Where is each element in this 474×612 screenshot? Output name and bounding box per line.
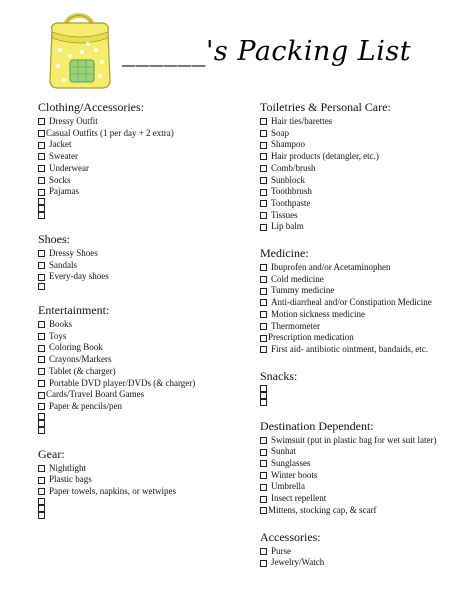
checkbox[interactable]: [38, 153, 45, 160]
checkbox[interactable]: [38, 189, 45, 196]
list-item: [38, 163, 248, 175]
item-label: Sandals: [49, 259, 77, 270]
section-title-snacks: Snacks:: [260, 368, 298, 383]
item-label: Swimsuit (put in plastic bag for wet suit later): [271, 434, 437, 445]
checkbox[interactable]: [260, 189, 267, 196]
list-item: [38, 198, 248, 205]
list-item: [38, 342, 248, 354]
checkbox[interactable]: [260, 460, 267, 467]
checkbox[interactable]: [38, 198, 45, 205]
list-item: [38, 212, 248, 219]
checkbox[interactable]: [260, 496, 267, 503]
section-title-shoes: Shoes:: [38, 231, 71, 246]
list-item: [38, 389, 248, 401]
list-item: [38, 205, 248, 212]
checkbox[interactable]: [38, 392, 45, 399]
list-item: [260, 128, 470, 140]
checkbox[interactable]: [38, 488, 45, 495]
right-column: [260, 100, 470, 569]
checkbox[interactable]: [260, 288, 267, 295]
checkbox[interactable]: [38, 118, 45, 125]
section-title-entertainment: Entertainment:: [38, 303, 110, 318]
checkbox[interactable]: [260, 507, 267, 514]
list-item: [260, 210, 470, 222]
item-label: Sweater: [49, 151, 78, 162]
checkbox[interactable]: [38, 356, 45, 363]
item-label: Motion sickness medicine: [271, 308, 365, 319]
list-item: [260, 493, 470, 505]
list-item: [260, 186, 470, 198]
checkbox[interactable]: [260, 335, 267, 342]
checkbox[interactable]: [260, 153, 267, 160]
item-label: Anti-diarrheal and/or Constipation Medicine: [271, 297, 432, 308]
checkbox[interactable]: [38, 498, 45, 505]
item-label: Jewelry/Watch: [271, 557, 325, 568]
list-item: [38, 331, 248, 343]
list-item: [38, 366, 248, 378]
item-label: Purse: [271, 545, 291, 556]
checkbox[interactable]: [38, 380, 45, 387]
list-item: [38, 151, 248, 163]
item-label: Coloring Book: [49, 342, 103, 353]
list-item: [38, 378, 248, 390]
list-item: [260, 481, 470, 493]
item-label: Shampoo: [271, 139, 306, 150]
item-label: Insect repellent: [271, 493, 327, 504]
checkbox[interactable]: [260, 276, 267, 283]
checkbox[interactable]: [38, 413, 45, 420]
item-label: Prescription medication: [268, 332, 354, 343]
checkbox[interactable]: [38, 283, 45, 290]
list-item: [260, 163, 470, 175]
item-label: Sunhat: [271, 446, 297, 457]
checkbox[interactable]: [38, 142, 45, 149]
item-label: Hair products (detangler, etc.): [271, 151, 379, 162]
item-label: Portable DVD player/DVDs (& charger): [49, 377, 196, 388]
checkbox[interactable]: [260, 142, 267, 149]
checkbox[interactable]: [38, 205, 45, 212]
list-item: [260, 505, 470, 517]
list-item: [38, 498, 248, 505]
item-label: Toothbrush: [271, 186, 312, 197]
item-label: Tablet (& charger): [49, 365, 116, 376]
item-label: Thermometer: [271, 320, 320, 331]
list-item: [38, 512, 248, 519]
list-item: [260, 458, 470, 470]
item-label: Mittens, stocking cap, & scarf: [268, 504, 377, 515]
checkbox[interactable]: [260, 323, 267, 330]
list-item: [260, 262, 470, 274]
checkbox[interactable]: [260, 165, 267, 172]
list-item: [38, 116, 248, 128]
checkbox[interactable]: [260, 385, 267, 392]
checkbox[interactable]: [260, 472, 267, 479]
list-item: [38, 248, 248, 260]
checkbox[interactable]: [38, 368, 45, 375]
list-item: [38, 175, 248, 187]
item-label: Casual Outfits (1 per day + 2 extra): [46, 127, 174, 138]
checkbox[interactable]: [38, 345, 45, 352]
list-item: [38, 186, 248, 198]
list-item: [38, 486, 248, 498]
section-title-toiletries-personal-care: Toiletries & Personal Care:: [260, 100, 391, 114]
list-item: [260, 297, 470, 309]
list-item: [260, 309, 470, 321]
item-label: Tissues: [271, 209, 298, 220]
item-label: Toothpaste: [271, 197, 311, 208]
list-item: [260, 385, 470, 392]
section-title-medicine: Medicine:: [260, 246, 309, 261]
list-item: [260, 446, 470, 458]
list-item: [38, 283, 248, 290]
list-item: [260, 392, 470, 399]
checkbox[interactable]: [260, 224, 267, 231]
list-item: [260, 435, 470, 447]
item-label: Winter boots: [271, 469, 318, 480]
item-label: Paper & pencils/pen: [49, 400, 122, 411]
list-item: [260, 557, 470, 569]
list-item: [260, 321, 470, 333]
list-item: [260, 175, 470, 187]
section-title-accessories: Accessories:: [260, 529, 321, 544]
bag-pocket: [70, 60, 94, 82]
item-label: Dressy Outfit: [49, 116, 98, 126]
item-label: Toys: [49, 330, 67, 341]
checkbox[interactable]: [260, 437, 267, 444]
list-item: [260, 198, 470, 210]
item-label: Cards/Travel Board Games: [46, 389, 145, 400]
checkbox[interactable]: [260, 346, 267, 353]
checkbox[interactable]: [260, 449, 267, 456]
checkbox[interactable]: [260, 299, 267, 306]
checkbox[interactable]: [38, 212, 45, 219]
item-label: Crayons/Markers: [49, 354, 112, 365]
checkbox[interactable]: [38, 130, 45, 137]
page-title: ______'s Packing List: [122, 36, 412, 67]
checkbox[interactable]: [38, 403, 45, 410]
list-item: [260, 274, 470, 286]
item-label: Socks: [49, 174, 71, 185]
item-label: Sunglasses: [271, 458, 311, 469]
item-label: Pajamas: [49, 186, 79, 197]
item-label: Hair ties/barettes: [271, 116, 333, 126]
item-label: Umbrella: [271, 481, 305, 492]
item-label: Underwear: [49, 162, 89, 173]
checkbox[interactable]: [260, 484, 267, 491]
section-title-clothing-accessories: Clothing/Accessories:: [38, 100, 144, 114]
checkbox[interactable]: [38, 420, 45, 427]
section-title-gear: Gear:: [38, 446, 65, 461]
checkbox[interactable]: [260, 130, 267, 137]
checkbox[interactable]: [38, 505, 45, 512]
checkbox[interactable]: [38, 477, 45, 484]
item-label: Ibuprofen and/or Acetaminophen: [271, 262, 391, 273]
checkbox[interactable]: [38, 512, 45, 519]
checkbox[interactable]: [38, 321, 45, 328]
item-label: Jacket: [49, 139, 72, 150]
list-item: [38, 401, 248, 413]
list-item: [38, 271, 248, 283]
checkbox[interactable]: [260, 200, 267, 207]
list-item: [38, 354, 248, 366]
list-item: [38, 319, 248, 331]
list-item: [260, 332, 470, 344]
checkbox[interactable]: [260, 311, 267, 318]
list-item: [260, 116, 470, 128]
checkbox[interactable]: [260, 399, 267, 406]
item-label: Plastic bags: [49, 474, 92, 485]
item-label: Lip balm: [271, 221, 304, 232]
list-item: [38, 413, 248, 420]
checkbox[interactable]: [38, 177, 45, 184]
item-label: Every-day shoes: [49, 271, 109, 282]
list-item: [38, 128, 248, 140]
checkbox[interactable]: [260, 212, 267, 219]
item-label: Cold medicine: [271, 273, 324, 284]
checkbox[interactable]: [260, 560, 267, 567]
list-item: [260, 221, 470, 233]
list-item: [38, 463, 248, 475]
checkbox[interactable]: [38, 465, 45, 472]
list-item: [260, 285, 470, 297]
checkbox[interactable]: [260, 392, 267, 399]
checkbox[interactable]: [38, 165, 45, 172]
list-item: [38, 420, 248, 427]
checkbox[interactable]: [260, 264, 267, 271]
item-label: Dressy Shoes: [49, 247, 98, 258]
list-item: [260, 546, 470, 558]
list-item: [260, 399, 470, 406]
left-column: [38, 100, 248, 519]
list-item: [260, 344, 470, 356]
checkbox[interactable]: [38, 333, 45, 340]
list-item: [260, 139, 470, 151]
list-item: [260, 151, 470, 163]
item-label: Tummy medicine: [271, 285, 335, 296]
backpack-icon: [40, 8, 118, 92]
item-label: First aid- antibiotic ointment, bandaids, etc.: [271, 343, 428, 354]
checkbox[interactable]: [38, 274, 45, 281]
checkbox[interactable]: [38, 250, 45, 257]
item-label: Books: [49, 319, 73, 330]
checkbox[interactable]: [38, 262, 45, 269]
list-item: [38, 260, 248, 272]
checkbox[interactable]: [260, 118, 267, 125]
checkbox[interactable]: [260, 548, 267, 555]
list-item: [38, 505, 248, 512]
item-label: Nightlight: [49, 462, 87, 473]
list-item: [38, 427, 248, 434]
checkbox[interactable]: [260, 177, 267, 184]
list-item: [38, 139, 248, 151]
item-label: Paper towels, napkins, or wetwipes: [49, 486, 176, 497]
checkbox[interactable]: [38, 427, 45, 434]
list-item: [260, 470, 470, 482]
list-item: [38, 474, 248, 486]
item-label: Sunblock: [271, 174, 306, 185]
item-label: Comb/brush: [271, 162, 316, 173]
section-title-destination-dependent: Destination Dependent:: [260, 418, 374, 433]
item-label: Soap: [271, 127, 289, 138]
